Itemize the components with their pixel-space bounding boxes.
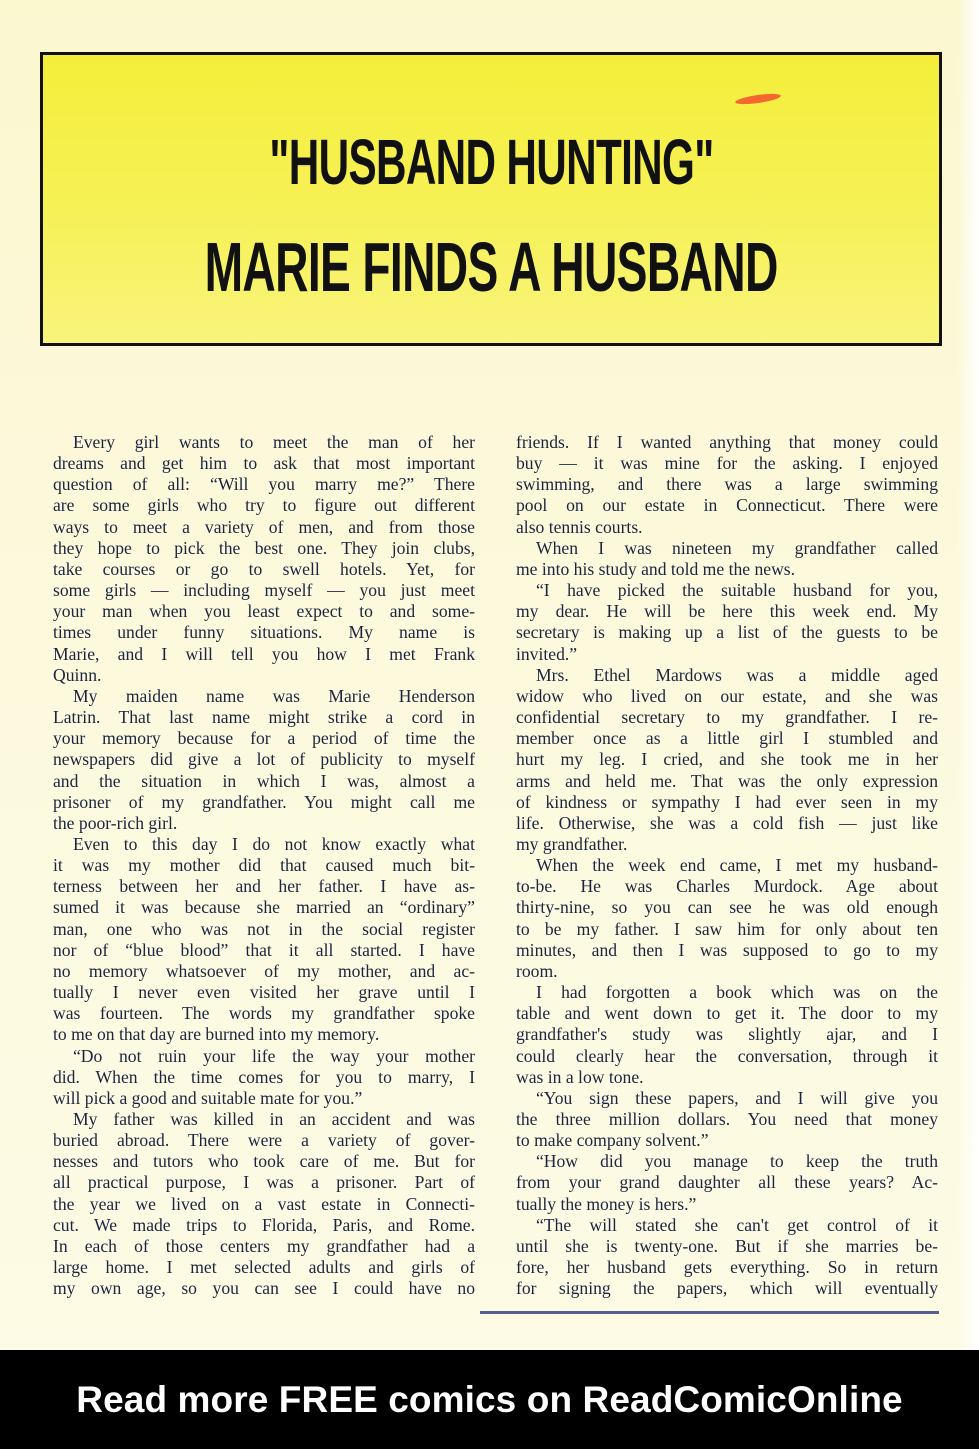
text-line: My father was killed in an accident and was [73,1109,475,1129]
text-line: tually I never even visited her grave until I [53,982,475,1003]
text-line: for signing the papers, which will eventually [516,1278,938,1299]
text-line: the poor-rich girl. [53,812,178,833]
text-line: will pick a good and suitable mate for you.” [53,1087,363,1108]
paragraph [516,1151,938,1214]
text-line: could clearly hear the conversation, through it [516,1045,938,1066]
text-line: large home. I met selected adults and girls of [53,1257,475,1278]
text-line: confidential secretary to my grandfather. I re- [516,707,938,728]
text-line: tually the money is hers.” [516,1193,697,1214]
text-line: Latrin. That last name might strike a cord in [53,707,475,728]
text-line: the year we lived on a vast estate in Connecti- [53,1193,475,1214]
text-line: cut. We made trips to Florida, Paris, and Rome. [53,1214,475,1235]
text-line: invited.” [516,643,578,664]
text-line: my dear. He will be here this week end. My [516,601,938,622]
paragraph [53,686,475,834]
text-line: they hope to pick the best one. They join clubs, [53,537,475,558]
text-line: man, one who was not in the social register [53,918,475,939]
text-line: your man when you least expect to and some- [53,601,475,622]
text-line: swimming, and there was a large swimming [516,474,938,495]
text-column-left [53,432,475,1299]
text-line: Even to this day I do not know exactly what [73,833,475,854]
text-line: nor of “blue blood” that it all started. I have [53,939,475,960]
paragraph [516,1088,938,1151]
story-subtitle [43,227,939,307]
text-line: secretary is making up a list of the guests to be [516,622,938,643]
text-line: “Do not ruin your life the way your mother [73,1045,475,1066]
text-line: Quinn. [53,664,102,685]
divider-rule [480,1311,939,1314]
text-line: sumed it was because she married an “ordinary” [53,897,475,918]
paragraph [516,580,938,665]
text-line: Marie, and I will tell you how I met Frank [53,643,475,664]
text-line: grandfather's study was slightly ajar, and I [516,1024,938,1045]
text-line: member once as a little girl I stumbled and [516,728,938,749]
text-line: “I have picked the suitable husband for you, [536,580,938,601]
text-line: minutes, and then I was supposed to go to my [516,939,938,960]
text-line: My maiden name was Marie Henderson [73,685,475,706]
title-panel [40,52,942,346]
text-line: ways to meet a variety of men, and from those [53,516,475,537]
text-line: from your grand daughter all these years? Ac- [516,1172,938,1193]
paragraph [516,665,938,855]
text-line: me into his study and told me the news. [516,558,796,579]
promo-banner-text[interactable]: Read more FREE comics on ReadComicOnline [76,1378,903,1420]
text-line: When I was nineteen my grandfather called [536,537,938,558]
text-line: When the week end came, I met my husband- [536,855,938,876]
paragraph [53,834,475,1046]
paragraph [516,432,938,538]
text-line: “The will stated she can't get control of it [536,1214,938,1235]
text-line: was fourteen. The words my grandfather spoke [53,1003,475,1024]
text-line: to be my father. I saw him for only about ten [516,918,938,939]
text-line: newspapers did give a lot of publicity to myself [53,749,475,770]
text-line: are some girls who try to figure out different [53,495,475,516]
text-line: hurt my leg. I cried, and she took me in her [516,749,938,770]
text-line: it was my mother did that caused much bit- [53,855,475,876]
text-line: Mrs. Ethel Mardows was a middle aged [536,664,938,685]
text-line: did. When the time comes for you to marry, I [53,1066,475,1087]
text-line: arms and held me. That was the only expression [516,770,938,791]
text-line: question of all: “Will you marry me?” There [53,474,475,495]
text-line: nesses and tutors who took care of me. But for [53,1151,475,1172]
text-line: my grandfather. [516,833,628,854]
text-line: Every girl wants to meet the man of her [73,432,475,452]
paragraph [516,538,938,580]
text-line: some girls — including myself — you just meet [53,580,475,601]
text-line: terness between her and her father. I have as- [53,876,475,897]
story-title-text: "HUSBAND HUNTING" [268,126,714,198]
story-subtitle-text: MARIE FINDS A HUSBAND [204,228,778,306]
text-line: prisoner of my grandfather. You might call me [53,791,475,812]
text-line: fore, her husband gets everything. So in return [516,1257,938,1278]
story-title [43,125,939,199]
text-column-right [516,432,938,1299]
text-line: buy — it was mine for the asking. I enjoyed [516,453,938,474]
paragraph [516,1215,938,1300]
text-line: thirty-nine, so you can see he was old enough [516,897,938,918]
text-line: room. [516,960,558,981]
text-line: widow who lived on our estate, and she was [516,685,938,706]
text-line: to-be. He was Charles Murdock. Age about [516,876,938,897]
text-line: life. Otherwise, she was a cold fish — just like [516,812,938,833]
text-line: pool on our estate in Connecticut. There were [516,495,938,516]
text-line: to me on that day are burned into my memory. [53,1024,380,1045]
text-line: of kindness or sympathy I had ever seen in my [516,791,938,812]
text-line: also tennis courts. [516,516,643,537]
text-line: I had forgotten a book which was on the [536,982,938,1003]
text-line: “How did you manage to keep the truth [536,1151,938,1172]
text-line: times under funny situations. My name is [53,622,475,643]
text-line: dreams and get him to ask that most important [53,453,475,474]
text-line: buried abroad. There were a variety of gover- [53,1130,475,1151]
text-line: the three million dollars. You need that money [516,1109,938,1129]
text-line: take courses or go to swell hotels. Yet, for [53,558,475,579]
text-line: your memory because for a period of time the [53,728,475,749]
text-line: to make company solvent.” [516,1130,709,1151]
text-line: until she is twenty-one. But if she marries be- [516,1235,938,1256]
text-line: “You sign these papers, and I will give you [536,1087,938,1108]
text-line: and the situation in which I was, almost a [53,770,475,791]
paragraph [53,1109,475,1299]
paragraph [53,432,475,686]
page-edge [957,0,979,1350]
text-line: friends. If I wanted anything that money could [516,432,938,452]
paragraph [516,855,938,982]
text-line: table and went down to get it. The door to my [516,1003,938,1024]
text-line: In each of those centers my grandfather had a [53,1235,475,1256]
promo-banner[interactable] [0,1350,979,1449]
text-line: no memory whatsoever of my mother, and ac- [53,960,475,981]
ink-smudge [735,92,782,106]
paragraph [516,982,938,1088]
paragraph [53,1046,475,1109]
text-line: my own age, so you can see I could have no [53,1278,475,1299]
text-line: was in a low tone. [516,1066,644,1087]
text-line: all practical purpose, I was a prisoner. Part of [53,1172,475,1193]
